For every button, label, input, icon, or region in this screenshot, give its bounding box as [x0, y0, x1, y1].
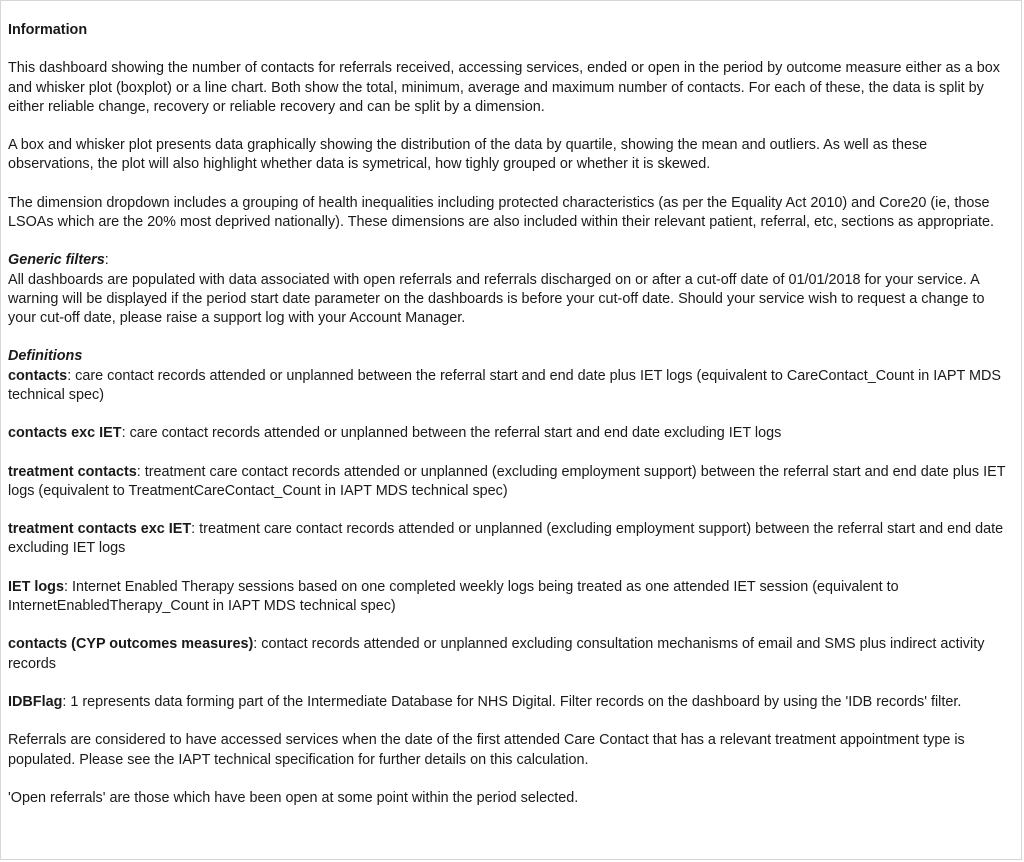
information-heading: Information — [8, 22, 88, 38]
definition-term: contacts (CYP outcomes measures) — [8, 636, 254, 653]
generic-filters-section — [8, 251, 1014, 328]
generic-filters-text: All dashboards are populated with data associated with open referrals and referrals discharged on or after a cut-off date of 01/01/2018 for your service. A warning will be displayed if the period start date parameter on the dashboards is before your cut-off date. Should your service wish to request a change to your cut-off date, please raise a support log with your Account Manager. — [8, 271, 985, 326]
definition-text: : treatment care contact records attended or unplanned (excluding employment support) between the referral start and end date plus IET logs (equivalent to TreatmentCareContact_Count in IAPT MDS technical spec) — [8, 463, 1006, 499]
definition-term: treatment contacts exc IET — [8, 521, 192, 538]
definition-text: : care contact records attended or unplanned between the referral start and end date plus IET logs (equivalent to CareContact_Count in IAPT MDS technical spec) — [8, 367, 1001, 403]
definition-text: : treatment care contact records attended or unplanned (excluding employment support) between the referral start and end date excluding IET logs — [8, 521, 1004, 557]
definition-iet-logs — [8, 578, 1014, 616]
definition-text: : 1 represents data forming part of the Intermediate Database for NHS Digital. Filter records on the dashboard by using the 'IDB records' filter. — [62, 693, 962, 710]
definition-contacts-cyp — [8, 635, 1014, 673]
definition-treatment-contacts — [8, 463, 1014, 501]
intro-paragraph-2: A box and whisker plot presents data graphically showing the distribution of the data by quartile, showing the mean and outliers. As well as these observations, the plot will also highlight whether data is symetrical, how tighly grouped or whether it is skewed. — [8, 137, 928, 173]
definitions-heading: Definitions — [8, 348, 83, 365]
definition-term: contacts exc IET — [8, 425, 122, 442]
generic-filters-heading — [8, 251, 1014, 270]
open-referrals-note: 'Open referrals' are those which have been open at some point within the period selected. — [8, 789, 579, 806]
definition-term: IET logs — [8, 578, 64, 595]
definition-text: : Internet Enabled Therapy sessions based on one completed weekly logs being treated as one attended IET session (equivalent to InternetEnabledTherapy_Count in IAPT MDS technical spec) — [8, 578, 899, 614]
accessed-services-note: Referrals are considered to have accessed services when the date of the first attended Care Contact that has a relevant treatment appointment type is populated. Please see the IAPT technical specification for further details on this calculation. — [8, 732, 965, 768]
definition-idbflag — [8, 693, 1014, 712]
definition-term: IDBFlag — [8, 693, 63, 710]
definition-text: : care contact records attended or unplanned between the referral start and end date excluding IET logs — [121, 425, 782, 442]
intro-paragraph-3: The dimension dropdown includes a grouping of health inequalities including protected characteristics (as per the Equality Act 2010) and Core20 (ie, those LSOAs which are the 20% most deprived nationally). These dimensions are also included within their relevant patient, referral, etc, sections as appropriate. — [8, 194, 995, 230]
definition-contacts-exc-iet — [8, 424, 1014, 443]
definition-term: contacts — [8, 367, 68, 384]
definition-treatment-contacts-exc-iet — [8, 520, 1014, 558]
definition-text: : contact records attended or unplanned excluding consultation mechanisms of email and SMS plus indirect activity records — [8, 636, 985, 672]
generic-filters-heading-suffix: : — [104, 252, 109, 269]
definition-contacts — [8, 367, 1014, 405]
definition-term: treatment contacts — [8, 463, 137, 480]
generic-filters-heading-label: Generic filters — [8, 252, 105, 269]
intro-paragraph-1: This dashboard showing the number of contacts for referrals received, accessing services, ended or open in the period by outcome measure either as a box and whisker plot (boxplot) or a line chart. Both show the total, minimum, average and maximum number of contacts. For each of these, the data is split by either reliable change, recovery or reliable recovery and can be split by a dimension. — [8, 60, 1000, 115]
definitions-section — [8, 347, 1014, 712]
